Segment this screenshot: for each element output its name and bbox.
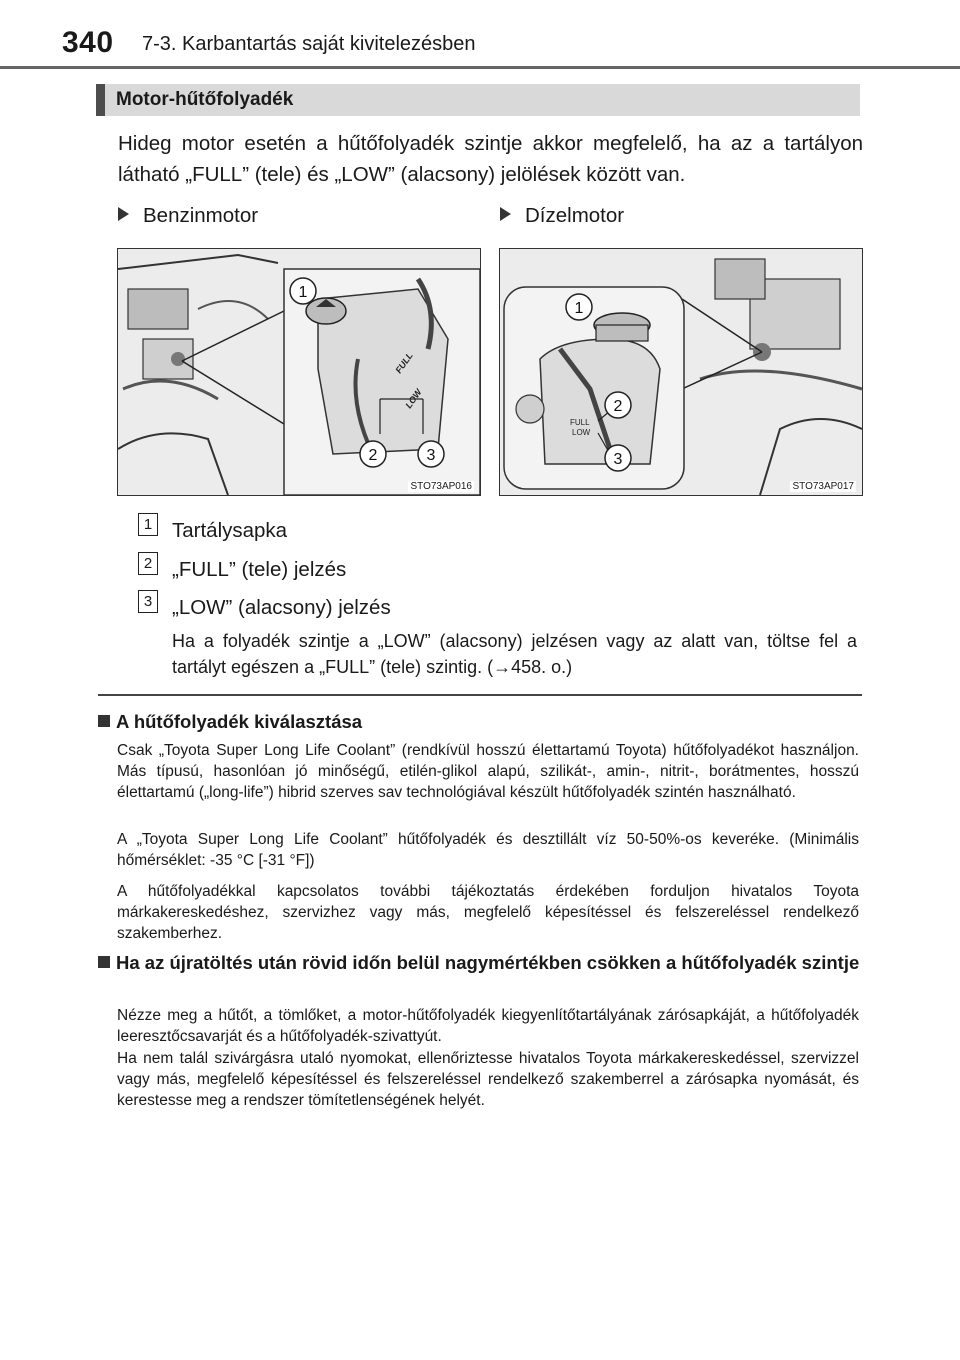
paragraph: Ha nem talál szivárgásra utaló nyomokat, ellenőriztesse hivatalos Toyota márkakereskedéssel, szervizzel vagy más, megfelelő képesítéssel és felszereléssel rendelkező szakemberrel a zárósapka nyomását, és kerestesse meg a rendszer tömítetlenségének helyét.: [117, 1050, 859, 1110]
legend-number-3: 3: [138, 590, 158, 613]
low-mark-label: LOW: [403, 387, 424, 411]
legend-item-2: [138, 552, 858, 582]
svg-text:3: 3: [613, 451, 623, 468]
square-bullet-icon: [98, 715, 110, 727]
chapter-title: 7-3. Karbantartás saját kivitelezésben: [142, 33, 476, 55]
paragraph: Csak „Toyota Super Long Life Coolant” (rendkívül hosszú élettartamú Toyota) hűtőfolyadékot használjon. Más típusú, hasonlóan jó minőségű, etilén-glikol alapú, szilikát-, amin-, nitrit-, borátmentes, hosszú élettartamú („long-life”) hibrid szerves sav technológiával készült hűtőfolyadék szintén használható.: [117, 742, 859, 802]
page-number: 340: [62, 26, 114, 59]
full-mark-label: FULL: [570, 418, 590, 427]
section-bar-accent: [96, 84, 105, 116]
triangle-bullet-icon: [118, 207, 129, 221]
callout-1: [290, 278, 316, 304]
paragraph: A hűtőfolyadékkal kapcsolatos további tájékoztatás érdekében forduljon hivatalos Toyota márkakereskedéshez, szervizhez vagy más, megfelelő képesítéssel és felszereléssel rendelkező szakemberhez.: [117, 883, 859, 943]
subsection-heading-text: A hűtőfolyadék kiválasztása: [116, 711, 363, 732]
paragraph: Nézze meg a hűtőt, a tömlőket, a motor-hűtőfolyadék kiegyenlítőtartályának zárósapkáját, a hűtőfolyadék leeresztőcsavarját és a hűtőfolyadék-szivattyút.: [117, 1007, 859, 1046]
figure-code: STO73AP016: [410, 481, 472, 492]
square-bullet-icon: [98, 956, 110, 968]
subsection-heading-level-drop: [98, 950, 863, 976]
section-title: Motor-hűtőfolyadék: [116, 89, 294, 110]
engine-bay-illustration: [118, 249, 480, 495]
paragraph: A „Toyota Super Long Life Coolant” hűtőfolyadék és desztillált víz 50-50%-os keveréke. (Minimális hőmérséklet: -35 °C [-31 °F]): [117, 831, 859, 870]
callout-3: [605, 445, 631, 471]
callout-1: [566, 294, 592, 320]
figure-code: STO73AP017: [792, 481, 854, 492]
variant-label-petrol: [118, 204, 258, 228]
svg-text:3: 3: [426, 447, 436, 464]
section-divider: [98, 694, 862, 696]
legend-item-1: [138, 513, 858, 543]
engine-bay-illustration: [500, 249, 862, 495]
triangle-bullet-icon: [500, 207, 511, 221]
variant-label-text: Dízelmotor: [525, 204, 625, 227]
svg-text:2: 2: [613, 398, 623, 415]
legend-item-3: [138, 590, 858, 620]
legend-number-2: 2: [138, 552, 158, 575]
section-title-bar: [96, 84, 860, 116]
legend-text: Tartálysapka: [172, 519, 288, 542]
low-mark-label: LOW: [572, 428, 591, 437]
intro-paragraph: Hideg motor esetén a hűtőfolyadék szintje akkor megfelelő, ha az a tartályon látható „FULL” (tele) és „LOW” (alacsony) jelölések között van.: [118, 132, 863, 186]
callout-3: [418, 441, 444, 467]
legend-text: „FULL” (tele) jelzés: [172, 558, 347, 581]
full-mark-label: FULL: [393, 350, 415, 376]
subsection-heading-text: Ha az újratöltés után rövid időn belül nagymértékben csökken a hűtőfolyadék szintje: [116, 952, 860, 973]
callout-2: [605, 392, 631, 418]
subsection-heading-coolant-selection: [98, 709, 863, 735]
legend-number-1: 1: [138, 513, 158, 536]
refill-note: Ha a folyadék szintje a „LOW” (alacsony) jelzésen vagy az alatt van, töltse fel a tartályt egészen a „FULL” (tele) szintig. (→458. o.): [172, 631, 857, 677]
figure-petrol-engine: [117, 248, 481, 496]
callout-2: [360, 441, 386, 467]
legend-text: „LOW” (alacsony) jelzés: [172, 596, 391, 619]
svg-text:1: 1: [574, 300, 584, 317]
header-divider: [0, 66, 960, 69]
svg-text:2: 2: [368, 447, 378, 464]
variant-label-diesel: [500, 204, 624, 228]
variant-label-text: Benzinmotor: [143, 204, 259, 227]
figure-diesel-engine: [499, 248, 863, 496]
svg-text:1: 1: [298, 284, 308, 301]
